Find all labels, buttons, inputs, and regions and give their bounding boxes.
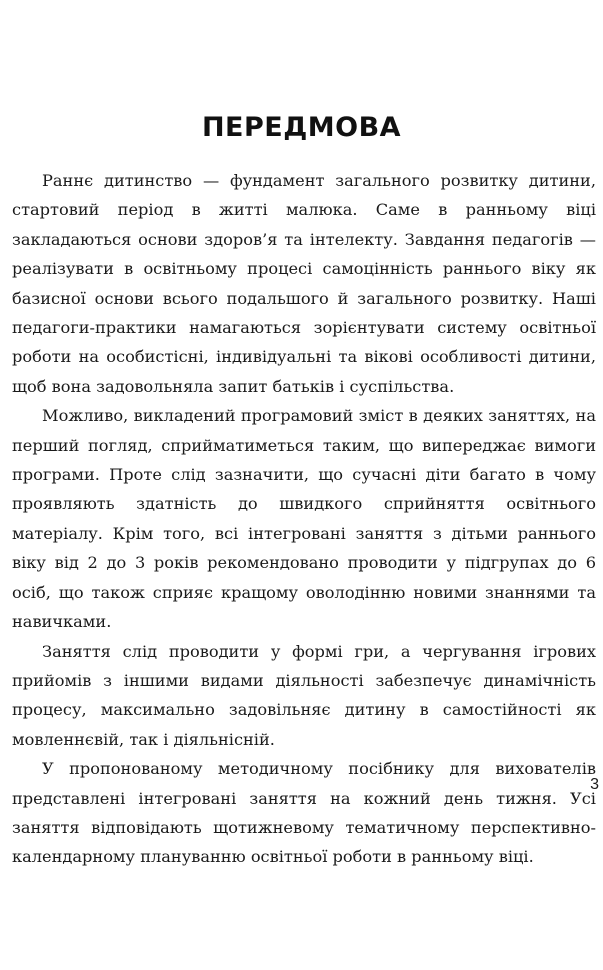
paragraph-1: Раннє дитинство — фундамент загального розвитку дитини, стартовий період в житті малюка. Саме в ранньому віці закладаються основи здоров’я та інтелекту. Завдання педагогів — реалізувати в освітньому процесі самоцінність раннього віку як базисної основи всього подальшого й загального розвитку. Наші педагоги-практики намагаються зорієнтувати систему освітньої роботи на особистісні, індивідуальні та вікові особливості дитини, щоб вона задовольняла запит батьків і суспільства.	[12, 171, 596, 396]
page-title: ПЕРЕДМОВА	[201, 112, 402, 143]
paragraph-2: Можливо, викладений програмовий зміст в деяких заняттях, на перший погляд, сприйматиметься таким, що випереджає вимоги програми. Проте слід зазначити, що сучасні діти багато в чому проявляють здатність до швидкого сприйняття освітнього матеріалу. Крім того, всі інтегровані заняття з дітьми раннього віку від 2 до 3 років рекомендовано проводити у підгрупах до 6 осіб, що також сприяє кращому оволодінню новими знаннями та навичками.	[12, 406, 596, 632]
paragraph-3: Заняття слід проводити у формі гри, а чергування ігрових прийомів з іншими видами діяльності забезпечує динамічність процесу, максимально задовільняє дитину в самостійності як мовленнєвій, так і діяльнісній.	[12, 641, 596, 749]
page-number: 3	[590, 776, 599, 793]
body-text	[12, 166, 596, 872]
paragraph-4: У пропонованому методичному посібнику для вихователів представлені інтегровані заняття на кожний день тижня. Усі заняття відповідають щотижневому тематичному перспективно-календарному плануванню освітньої роботи в ранньому віці.	[12, 759, 596, 867]
